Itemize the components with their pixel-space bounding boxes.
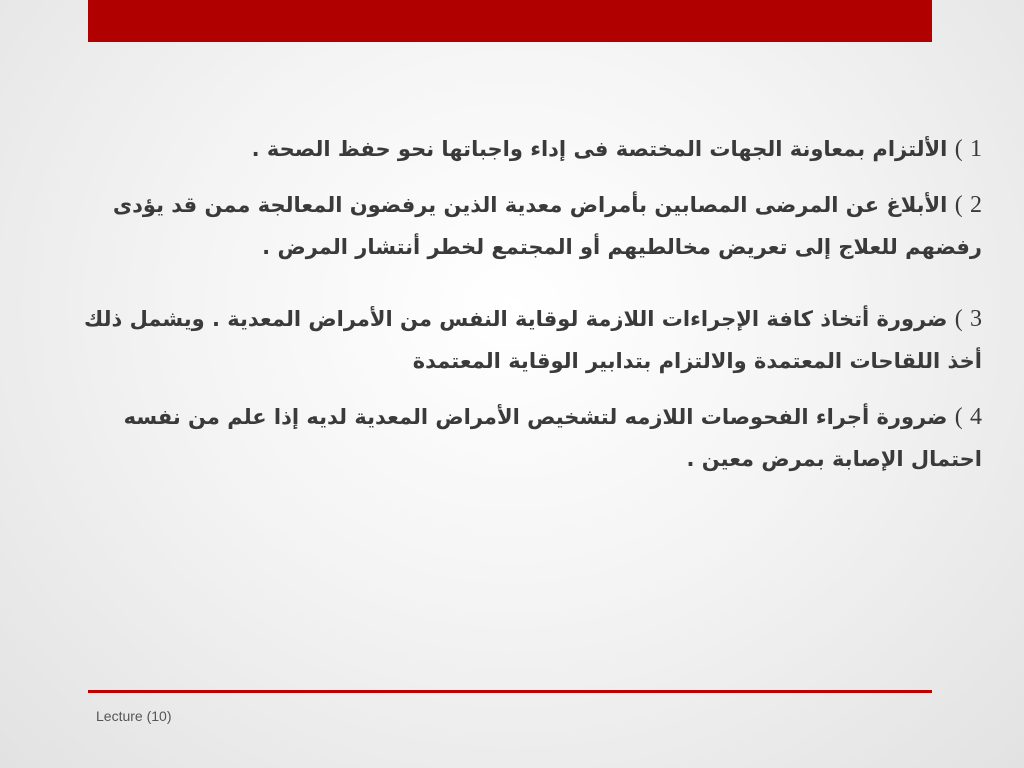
item-number: 2 [970, 192, 982, 218]
item-marker: ) [954, 192, 963, 218]
item-marker: ) [954, 404, 963, 430]
item-number: 4 [970, 404, 982, 430]
footer-lecture-label: Lecture (10) [96, 708, 172, 724]
top-accent-bar [88, 0, 932, 42]
item-text: الأبلاغ عن المرضى المصابين بأمراض معدية الذين يرفضون المعالجة ممن قد يؤدى رفضهم للعلاج إلى تعريض مخالطيهم أو المجتمع لخطر أنتشار المرض . [112, 193, 982, 259]
item-marker: ) [954, 306, 963, 332]
list-item-4 [80, 396, 982, 480]
list-item-3 [80, 298, 982, 382]
slide-body [80, 128, 982, 494]
item-number: 3 [970, 306, 982, 332]
item-number: 1 [970, 136, 982, 162]
item-text: ضرورة أجراء الفحوصات اللازمه لتشخيص الأمراض المعدية لديه إذا علم من نفسه احتمال الإصابة بمرض معين . [123, 405, 982, 471]
item-text: الألتزام بمعاونة الجهات المختصة فى إداء واجباتها نحو حفظ الصحة . [251, 137, 948, 161]
item-marker: ) [954, 136, 963, 162]
list-item-1 [80, 128, 982, 170]
list-item-2 [80, 184, 982, 268]
footer-divider [88, 690, 932, 693]
item-text: ضرورة أتخاذ كافة الإجراءات اللازمة لوقاية النفس من الأمراض المعدية . ويشمل ذلك أخذ اللقاحات المعتمدة والالتزام بتدابير الوقاية المعتمدة [84, 307, 982, 373]
